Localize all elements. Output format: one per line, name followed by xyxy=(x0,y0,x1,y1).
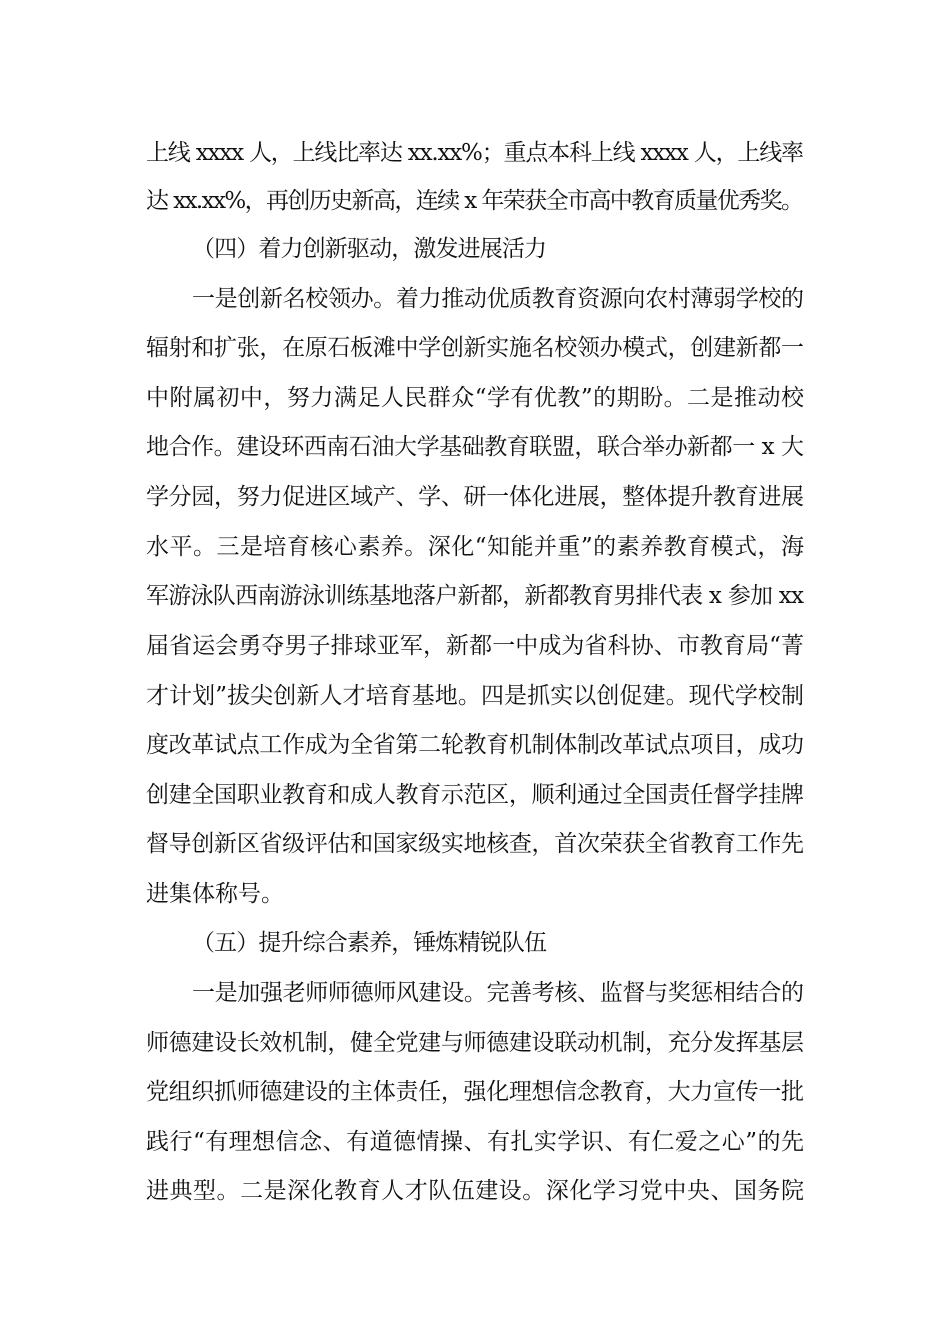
text-line xyxy=(0,1019,950,1067)
paragraph-first-line xyxy=(0,275,950,323)
text-line xyxy=(0,572,950,620)
text-line xyxy=(0,473,950,521)
text-line xyxy=(0,1167,950,1215)
text-line xyxy=(0,129,950,177)
text-line-content: 学分园，努力促进区域产、学、研一体化进展，整体提升教育进展 xyxy=(146,484,804,510)
text-line xyxy=(0,1068,950,1116)
section-heading-text: （五）提升综合素养，锤炼精锐队伍 xyxy=(192,930,547,956)
text-line xyxy=(0,324,950,372)
text-line-content: 进典型。二是深化教育人才队伍建设。深化学习党中央、国务院 xyxy=(146,1178,805,1204)
section-heading-text: （四）着力创新驱动，激发进展活力 xyxy=(192,236,547,262)
text-line xyxy=(0,870,950,918)
text-line-content: 达 xx.xx%，再创历史新高，连续 x 年荣获全市高中教育质量优秀奖。 xyxy=(146,188,803,214)
text-line-content: 一是加强老师师德师风建设。完善考核、监督与奖惩相结合的 xyxy=(192,980,804,1006)
text-line-content: 届省运会勇夺男子排球亚军，新都一中成为省科协、市教育局“菁 xyxy=(146,633,805,659)
text-line-content: 践行“有理想信念、有道德情操、有扎实学识、有仁爱之心”的先 xyxy=(146,1129,805,1155)
text-line-content: 才计划”拔尖创新人才培育基地。四是抓实以创促建。现代学校制 xyxy=(146,683,805,709)
text-line xyxy=(0,820,950,868)
text-line xyxy=(0,1118,950,1166)
text-line-content: 党组织抓师德建设的主体责任，强化理想信念教育，大力宣传一批 xyxy=(146,1079,804,1105)
text-line-content: 督导创新区省级评估和国家级实地核查，首次荣获全省教育工作先 xyxy=(146,831,804,857)
text-line-content: 度改革试点工作成为全省第二轮教育机制体制改革试点项目，成功 xyxy=(146,732,804,758)
text-line-content: 中附属初中，努力满足人民群众“学有优教”的期盼。二是推动校 xyxy=(146,385,805,411)
section-heading xyxy=(0,919,950,967)
text-line-content: 辐射和扩张，在原石板滩中学创新实施名校领办模式，创建新都一 xyxy=(146,335,804,361)
text-line-content: 水平。三是培育核心素养。深化“知能并重”的素养教育模式，海 xyxy=(146,534,805,560)
text-line-content: 创建全国职业教育和成人教育示范区，顺利通过全国责任督学挂牌 xyxy=(146,782,804,808)
text-line xyxy=(0,771,950,819)
text-line-content: 上线 xxxx 人，上线比率达 xx.xx%；重点本科上线 xxxx 人，上线率 xyxy=(146,140,803,166)
text-line xyxy=(0,672,950,720)
text-line-content: 地合作。建设环西南石油大学基础教育联盟，联合举办新都一 x 大 xyxy=(146,434,804,460)
text-line xyxy=(0,177,950,225)
text-line xyxy=(0,374,950,422)
section-heading xyxy=(0,225,950,273)
text-line-content: 一是创新名校领办。着力推动优质教育资源向农村薄弱学校的 xyxy=(192,286,804,312)
text-line-content: 军游泳队西南游泳训练基地落户新都，新都教育男排代表 x 参加 xx xyxy=(146,583,804,609)
text-line-content: 进集体称号。 xyxy=(146,881,284,907)
text-line xyxy=(0,423,950,471)
text-line xyxy=(0,523,950,571)
text-line xyxy=(0,622,950,670)
paragraph-first-line xyxy=(0,969,950,1017)
text-line xyxy=(0,721,950,769)
text-line-content: 师德建设长效机制，健全党建与师德建设联动机制，充分发挥基层 xyxy=(146,1030,804,1056)
